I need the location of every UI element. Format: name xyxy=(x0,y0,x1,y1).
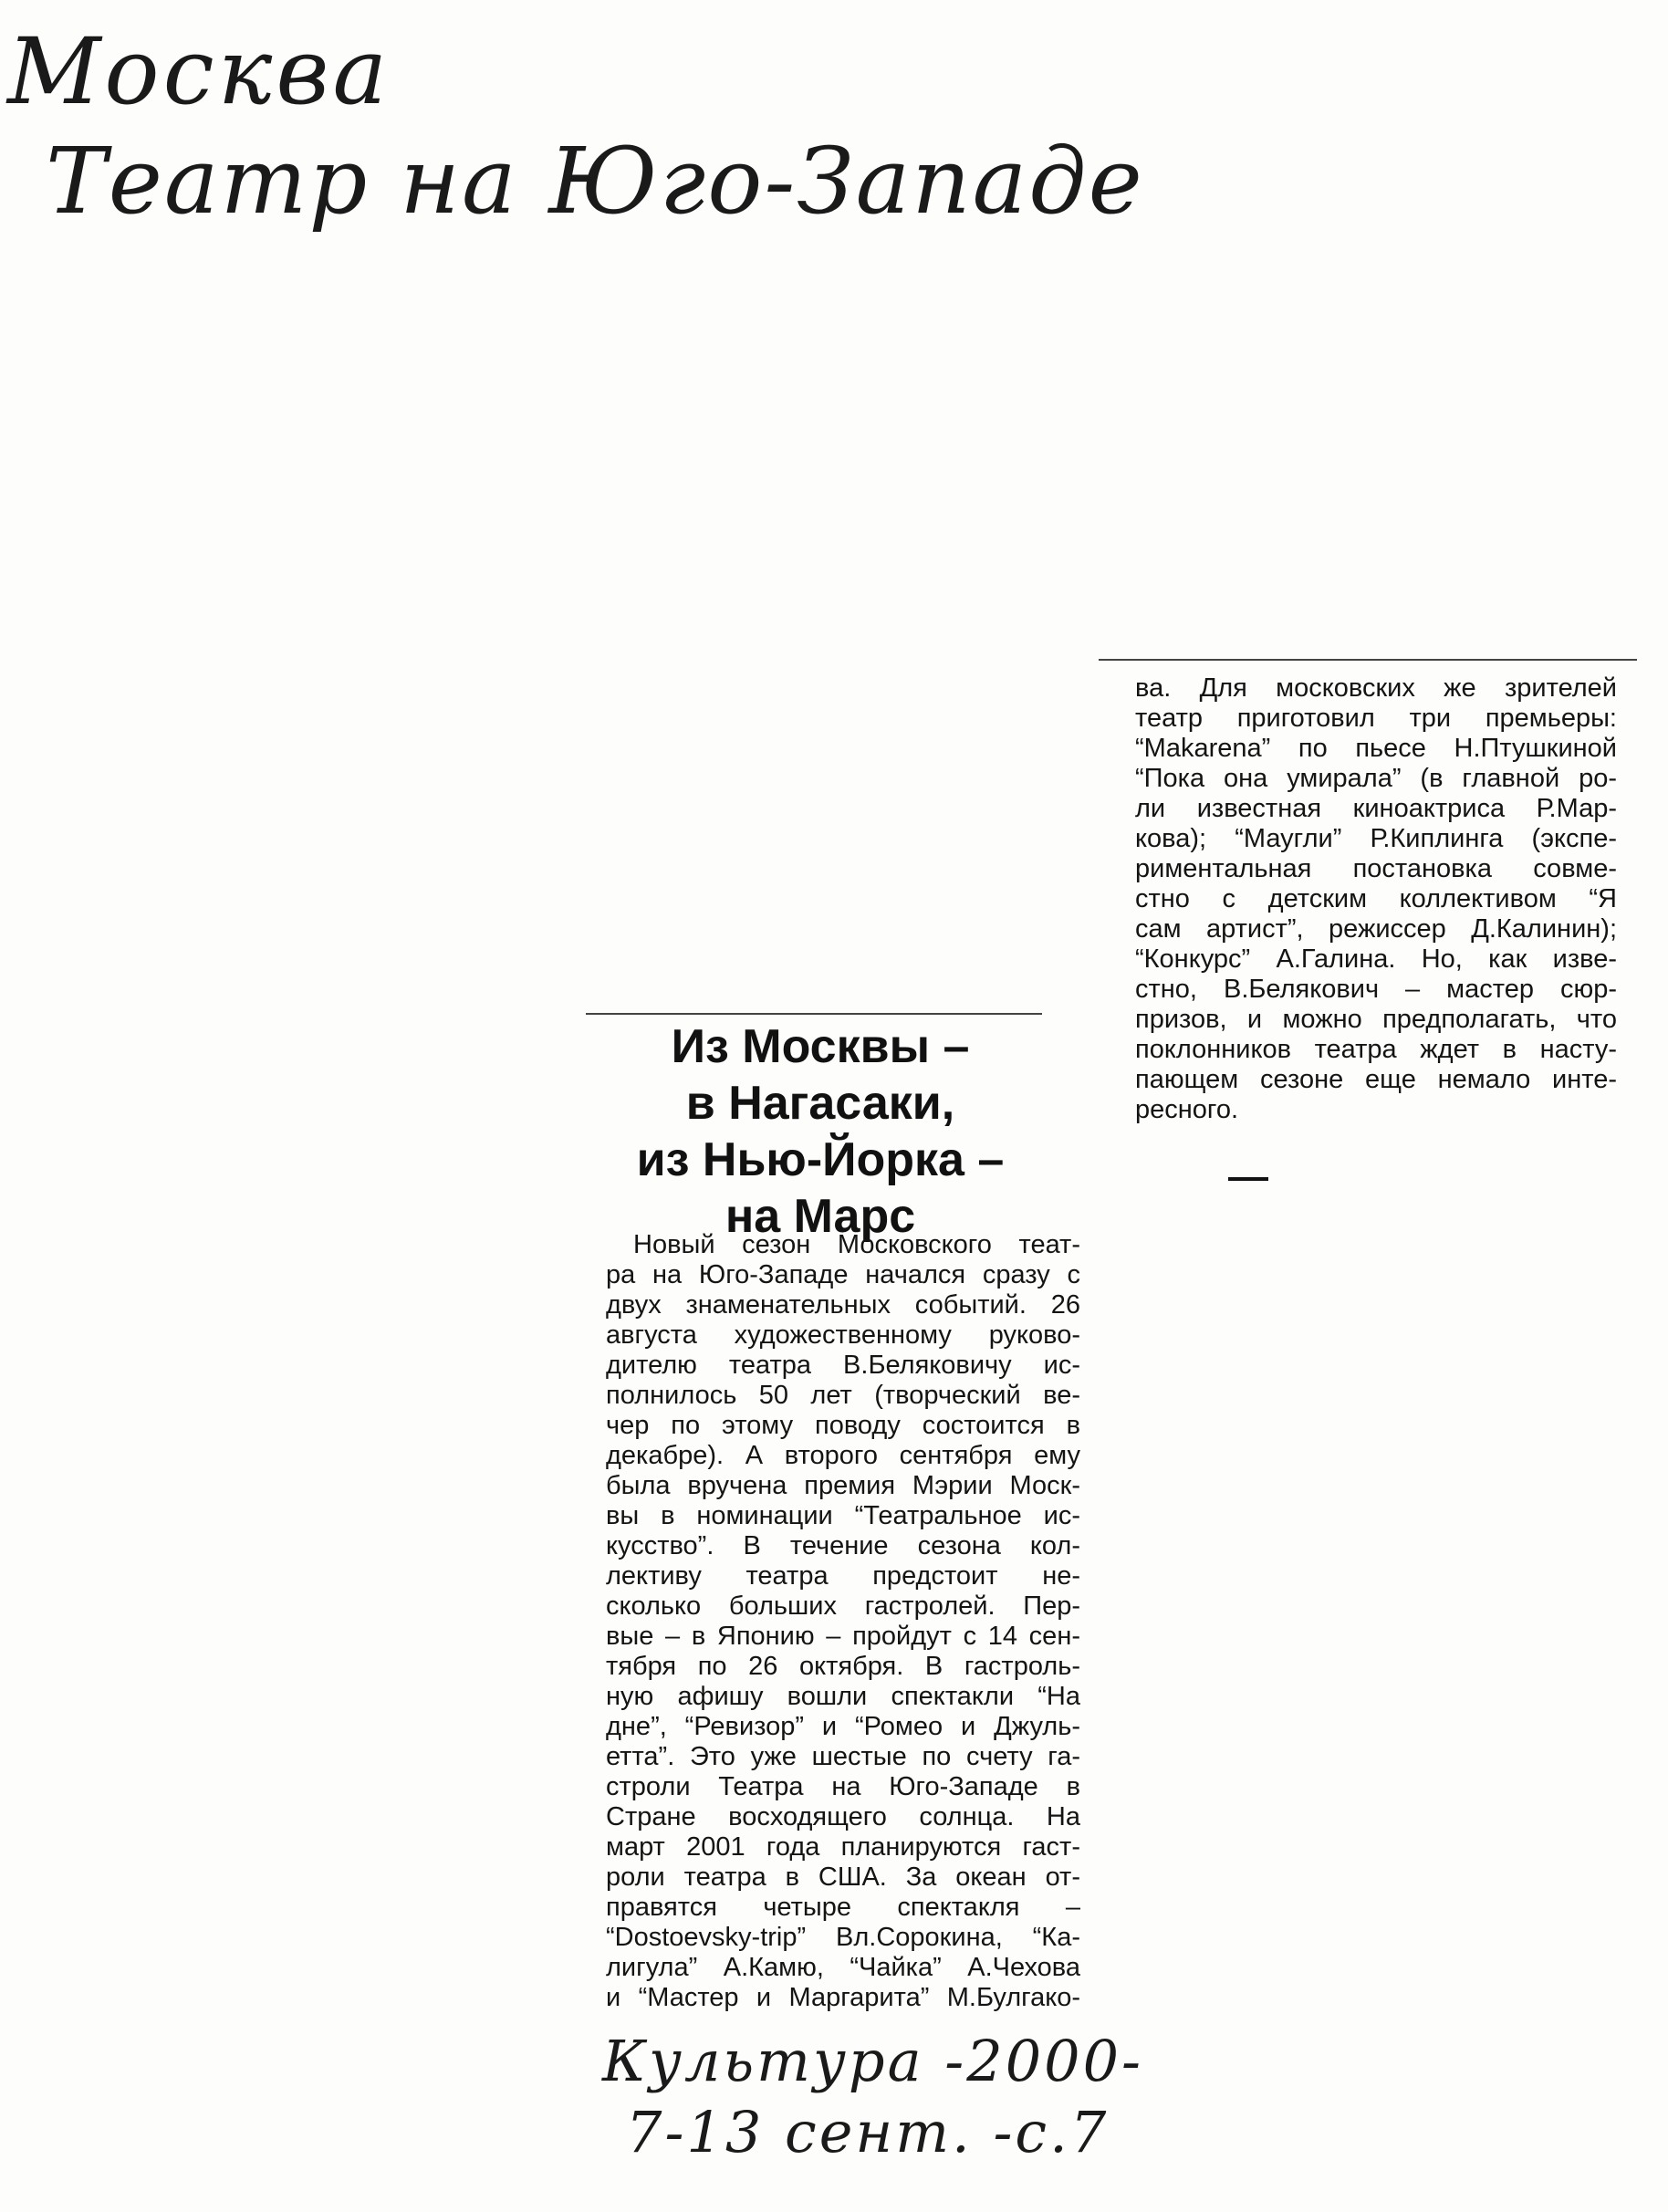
text-line: лективу театра предстоит не- xyxy=(606,1561,1080,1591)
text-line: кусство”. В течение сезона кол- xyxy=(606,1531,1080,1560)
text-line: строли Театра на Юго-Западе в xyxy=(606,1772,1080,1801)
text-line: пающем сезоне еще немало инте- xyxy=(1135,1065,1617,1094)
text-line: сколько больших гастролей. Пер- xyxy=(606,1591,1080,1621)
text-line: “Makarena” по пьесе Н.Птушкиной xyxy=(1135,734,1617,763)
text-line: дителю театра В.Беляковичу ис- xyxy=(606,1351,1080,1380)
text-line: ресного. xyxy=(1135,1095,1239,1124)
text-line: роли театра в США. За океан от- xyxy=(606,1862,1080,1892)
headline-line: из Нью-Йорка – xyxy=(636,1133,1005,1186)
text-line: тября по 26 октября. В гастроль- xyxy=(606,1652,1080,1681)
text-line: правятся четыре спектакля – xyxy=(606,1893,1080,1922)
text-line: ли известная киноактриса Р.Мар- xyxy=(1135,794,1617,823)
text-line: декабре). А второго сентября ему xyxy=(606,1441,1080,1470)
text-line: стно с детским коллективом “Я xyxy=(1135,884,1617,913)
headline-line: на Марс xyxy=(725,1190,916,1243)
text-line: поклонников театра ждет в насту- xyxy=(1135,1035,1617,1064)
text-line: театр приготовил три премьеры: xyxy=(1135,704,1617,733)
column-divider-rule-right xyxy=(1099,659,1637,661)
text-line: лигула” А.Камю, “Чайка” А.Чехова xyxy=(606,1953,1080,1982)
text-line: призов, и можно предполагать, что xyxy=(1135,1005,1617,1034)
article-end-dash xyxy=(1228,1177,1268,1181)
text-line: стно, В.Белякович – мастер сюр- xyxy=(1135,975,1617,1004)
column-divider-rule-left xyxy=(586,1013,1042,1015)
text-line: риментальная постановка совме- xyxy=(1135,854,1617,883)
text-line: етта”. Это уже шестые по счету га- xyxy=(606,1742,1080,1771)
headline-line: в Нагасаки, xyxy=(685,1077,955,1130)
text-line: Стране восходящего солнца. На xyxy=(606,1802,1080,1831)
text-line: март 2001 года планируются гаст- xyxy=(606,1832,1080,1862)
text-line: “Конкурс” А.Галина. Но, как изве- xyxy=(1135,944,1617,974)
handwritten-city-note: Москва xyxy=(7,18,391,125)
text-line: двух знаменательных событий. 26 xyxy=(606,1290,1080,1320)
text-line: ра на Юго-Западе начался сразу с xyxy=(606,1260,1080,1289)
text-line: полнилось 50 лет (творческий ве- xyxy=(606,1381,1080,1410)
text-line: августа художественному руково- xyxy=(606,1320,1080,1350)
text-line: дне”, “Ревизор” и “Ромео и Джуль- xyxy=(606,1712,1080,1741)
handwritten-theatre-note: Театр на Юго-Западе xyxy=(46,128,1144,235)
text-line: “Dostoevsky-trip” Вл.Сорокина, “Ка- xyxy=(606,1923,1080,1952)
text-line: и “Мастер и Маргарита” М.Булгако- xyxy=(606,1983,1080,2012)
text-line: “Пока она умирала” (в главной ро- xyxy=(1135,764,1617,793)
article-headline xyxy=(579,1018,1062,1245)
text-line: Новый сезон Московского теат- xyxy=(633,1230,1080,1259)
text-line: ную афишу вошли спектакли “На xyxy=(606,1682,1080,1711)
headline-line: Из Москвы – xyxy=(671,1020,970,1073)
article-column-left xyxy=(606,1230,1080,2013)
text-line: чер по этому поводу состоится в xyxy=(606,1411,1080,1440)
text-line: сам артист”, режиссер Д.Калинин); xyxy=(1135,914,1617,944)
text-line: вы в номинации “Театральное ис- xyxy=(606,1501,1080,1530)
handwritten-date-note: 7-13 сент. -с.7 xyxy=(626,2099,1110,2165)
text-line: была вручена премия Мэрии Моск- xyxy=(606,1471,1080,1500)
text-line: кова); “Маугли” Р.Киплинга (экспе- xyxy=(1135,824,1617,853)
text-line: ва. Для московских же зрителей xyxy=(1135,673,1617,703)
handwritten-source-note: Культура -2000- xyxy=(602,2028,1143,2094)
text-line: вые – в Японию – пройдут с 14 сен- xyxy=(606,1622,1080,1651)
article-column-right xyxy=(1135,673,1617,1125)
